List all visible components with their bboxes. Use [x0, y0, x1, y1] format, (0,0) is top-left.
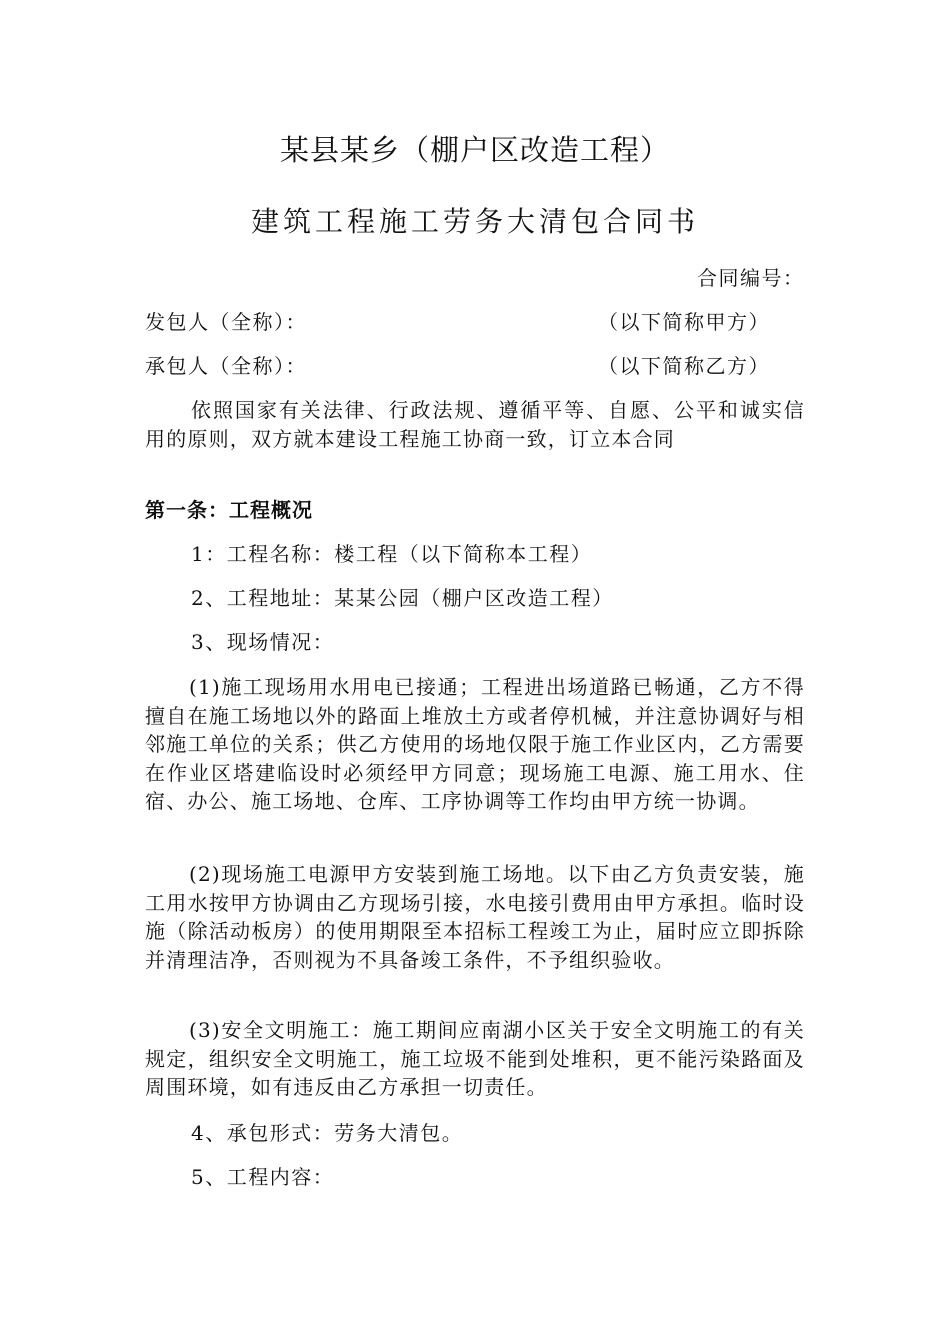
contract-number-label: 合同编号：	[697, 266, 805, 290]
party-b-label: 承包人（全称）：	[145, 354, 307, 378]
party-a-label: 发包人（全称）：	[145, 310, 307, 334]
site-condition-3: (3)安全文明施工：施工期间应南湖小区关于安全文明施工的有关规定，组织安全文明施工，施工垃圾不能到处堆积，更不能污染路面及周围环境，如有违反由乙方承担一切责任。	[145, 1018, 805, 1099]
item-project-name: 1：工程名称：楼工程（以下简称本工程）	[191, 542, 593, 566]
item-project-address: 2、工程地址：某某公园（棚户区改造工程）	[191, 586, 614, 610]
site-condition-2: (2)现场施工电源甲方安装到施工场地。以下由乙方负责安装，施工用水按甲方协调由乙方现场引接，水电接引费用由甲方承担。临时设施（除活动板房）的使用期限至本招标工程竣工为止，届时应立即拆除并清理洁净，否则视为不具备竣工条件，不予组织验收。	[145, 862, 805, 972]
intro-paragraph: 依照国家有关法律、行政法规、遵循平等、自愿、公平和诚实信用的原则，双方就本建设工程施工协商一致，订立本合同	[145, 398, 805, 451]
party-b-alias: （以下简称乙方）	[598, 354, 770, 378]
item-site-conditions: 3、现场情况：	[191, 630, 335, 654]
item-contract-form: 4、承包形式：劳务大清包。	[191, 1121, 464, 1145]
site-condition-1: (1)施工现场用水用电已接通；工程进出场道路已畅通，乙方不得擅自在施工场地以外的路面上堆放土方或者停机械，并注意协调好与相邻施工单位的关系；供乙方使用的场地仅限于施工作业区内，乙方需要在作业区塔建临设时必须经甲方同意；现场施工电源、施工用水、住宿、办公、施工场地、仓库、工序协调等工作均由甲方统一协调。	[145, 675, 805, 813]
document-subtitle: 建筑工程施工劳务大清包合同书	[250, 205, 699, 238]
party-a-alias: （以下简称甲方）	[598, 310, 770, 334]
item-project-content: 5、工程内容：	[191, 1165, 335, 1189]
document-title: 某县某乡（棚户区改造工程）	[279, 133, 670, 167]
article-1-heading: 第一条：工程概况	[145, 498, 313, 522]
